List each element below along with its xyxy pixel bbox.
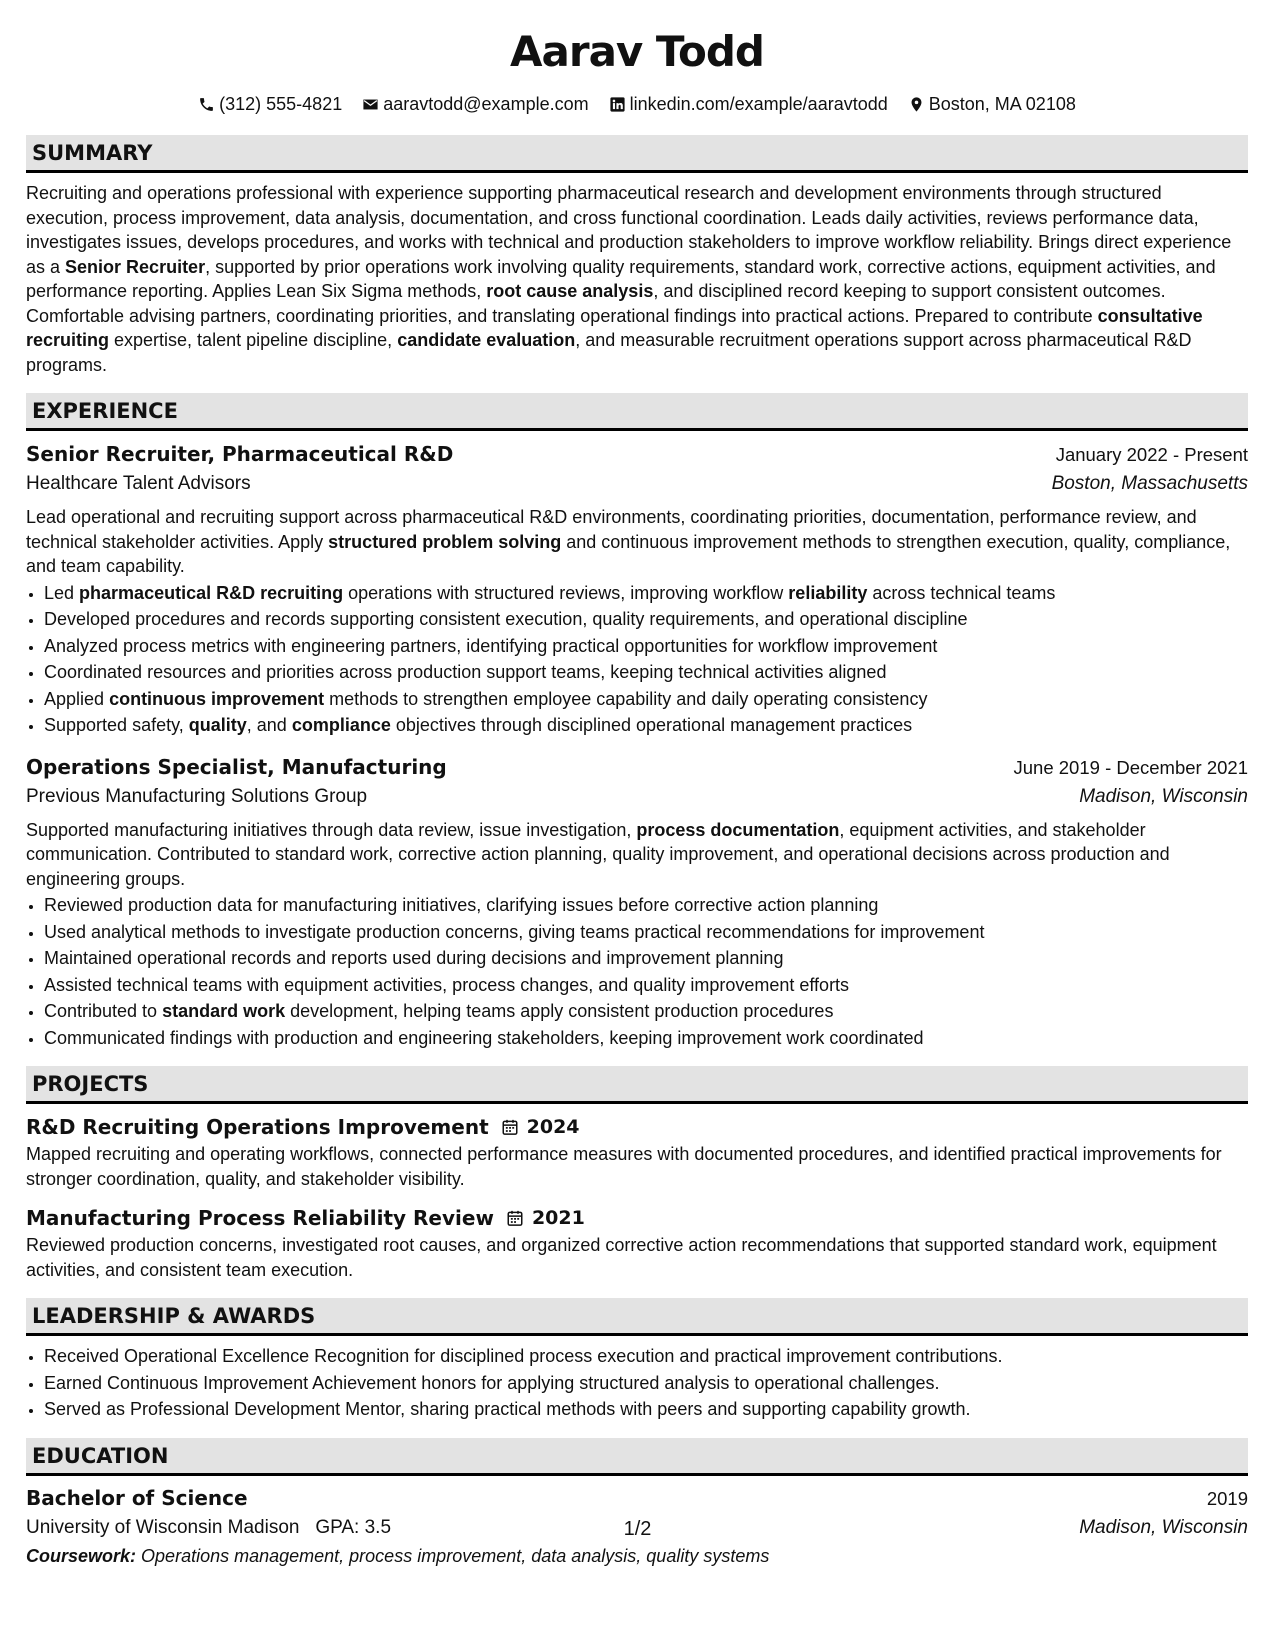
project-title: Manufacturing Process Reliability Review [26,1205,494,1230]
text-run: Coordinated resources and priorities across production support teams, keeping technical activities aligned [44,662,887,682]
job-company: Healthcare Talent Advisors [26,473,251,494]
education-section [26,1438,1248,1571]
linkedin-icon [609,96,626,113]
text-run: , and measurable recruitment operations support across pharmaceutical R&D programs. [26,330,1192,375]
text-run: and continuous improvement methods to strengthen execution, quality, compliance, and team capability. [26,531,1231,576]
graduation-year: 2019 [1206,1487,1248,1509]
emphasis-text: pharmaceutical R&D recruiting [79,582,344,603]
job-dates: June 2019 - December 2021 [1013,756,1248,778]
job-entry [26,439,1248,738]
job-location: Boston, Massachusetts [1051,473,1248,494]
project-year: 2024 [526,1115,580,1138]
calendar-icon [506,1209,524,1227]
project-entry [26,1112,1248,1191]
leadership-section [26,1298,1248,1422]
bullet-item [44,893,1248,918]
emphasis-text: structured problem solving [328,531,562,552]
contact-bar [26,92,1248,116]
bullet-item [44,1026,1248,1051]
text-run: operations with structured reviews, improving workflow [343,582,789,603]
bullet-item [44,920,1248,945]
job-dates: January 2022 - Present [1055,444,1248,465]
project-entry [26,1203,1248,1282]
summary-section [26,135,1248,377]
school-name: University of Wisconsin Madison [26,1516,300,1538]
phone-icon [198,96,215,113]
job-title: Operations Specialist, Manufacturing [26,754,447,779]
text-run: Communicated findings with production and engineering stakeholders, keeping improvement work coordinated [44,1027,924,1048]
emphasis-text: process documentation [636,819,840,840]
text-run: , supported by prior operations work involving quality requirements, standard work, corrective actions, equipment activities, and performance reporting. Applies Lean Six Sigma methods, [26,256,1216,301]
text-run: Analyzed process metrics with engineering partners, identifying practical opportunities for workflow improvement [44,635,938,656]
list-item: • Earned Continuous Improvement Achievement honors for applying structured analysis to operational challenges. [44,1371,1248,1396]
contact-linkedin[interactable]: linkedin.com/example/aaravtodd [609,92,888,116]
text-run: Supported safety, [44,715,189,735]
bullet-item [44,999,1248,1024]
school-location: Madison, Wisconsin [1079,1516,1248,1538]
section-heading: EXPERIENCE [26,393,1248,431]
envelope-icon [362,96,379,113]
projects-section [26,1066,1248,1282]
emphasis-text: root cause analysis [486,281,654,301]
job-bullets [26,581,1248,738]
text-run: Recruiting and operations professional with experience supporting pharmaceutical research and development environments through structured execution, process improvement, data analysis, documentation, and cross functional coordination. Leads daily activities, reviews performance data, investigates issues, develops procedures, and works with technical and production stakeholders to improve workflow reliability. Brings direct experience as a [26,183,1232,277]
emphasis-text: candidate evaluation [397,330,576,350]
leadership-list [26,1344,1248,1422]
bullet-item [44,634,1248,659]
experience-section [26,393,1248,1050]
coursework-list: Operations management, process improvement, data analysis, quality systems [141,1545,770,1566]
project-year: 2021 [531,1206,585,1229]
section-heading: PROJECTS [26,1066,1248,1104]
text-run: , and [246,715,292,735]
job-entry [26,752,1248,1051]
page-indicator: 1/2 [623,1518,652,1540]
text-run: across technical teams [867,582,1056,603]
text-run: Contributed to [44,1001,163,1021]
emphasis-text: consultative recruiting [26,305,1203,350]
job-title: Senior Recruiter, Pharmaceutical R&D [26,442,454,466]
coursework [26,1542,1248,1571]
text-run: Assisted technical teams with equipment activities, process changes, and quality improvement efforts [44,974,850,995]
section-heading: SUMMARY [26,135,1248,173]
job-company: Previous Manufacturing Solutions Group [26,785,368,807]
text-run: objectives through disciplined operational management practices [390,715,913,735]
contact-location: Boston, MA 02108 [908,92,1076,116]
job-location: Madison, Wisconsin [1079,785,1248,807]
bullet-item [44,660,1248,685]
text-run: , equipment activities, and stakeholder communication. Contributed to standard work, corrective action planning, quality improvement, and operational decisions across production and engineering groups. [26,819,1170,889]
calendar-icon [501,1118,519,1136]
bullet-item [44,973,1248,998]
project-description: Mapped recruiting and operating workflows, connected performance measures with documented procedures, and identified practical improvements for stronger coordination, quality, and stakeholder visibility. [26,1144,1222,1189]
summary-text [26,181,1248,377]
text-run: Lead operational and recruiting support across pharmaceutical R&D environments, coordinating priorities, documentation, performance review, and technical stakeholder activities. Apply [26,507,1197,552]
emphasis-text: standard work [162,1001,286,1021]
project-title: R&D Recruiting Operations Improvement [26,1114,489,1139]
bullet-item [44,946,1248,971]
text-run: expertise, talent pipeline discipline, [109,330,398,350]
emphasis-text: compliance [291,715,391,735]
text-run: Led [44,582,80,603]
emphasis-text: continuous improvement [109,688,325,709]
job-description [26,818,1248,892]
section-heading: EDUCATION [26,1438,1248,1476]
gpa: GPA: 3.5 [315,1516,392,1538]
text-run: Applied [44,688,110,709]
emphasis-text: quality [188,715,247,735]
project-description: Reviewed production concerns, investigated root causes, and organized corrective action recommendations that supported standard work, equipment activities, and consistent team execution. [26,1235,1217,1280]
coursework-label: Coursework: [26,1545,137,1566]
emphasis-text: Senior Recruiter [65,256,206,277]
map-pin-icon [908,96,925,113]
text-run: Reviewed production data for manufacturing initiatives, clarifying issues before corrective action planning [44,895,879,915]
resume-content [26,0,1248,1571]
bullet-item [44,713,1248,738]
bullet-item [44,687,1248,712]
emphasis-text: reliability [788,582,868,603]
text-run: development, helping teams apply consistent production procedures [285,1001,834,1021]
contact-phone: (312) 555-4821 [198,92,342,116]
text-run: , and disciplined record keeping to support consistent outcomes. Comfortable advising partners, coordinating priorities, and translating operational findings into practical actions. Prepared to contribute [26,281,1166,326]
job-bullets [26,893,1248,1050]
degree: Bachelor of Science [26,1485,248,1510]
text-run: Developed procedures and records supporting consistent execution, quality requirements, and operational discipline [44,609,968,629]
bullet-item [44,581,1248,606]
list-item: • Served as Professional Development Mentor, sharing practical methods with peers and supporting capability growth. [44,1397,1248,1422]
section-heading: LEADERSHIP & AWARDS [26,1298,1248,1336]
text-run: Used analytical methods to investigate production concerns, giving teams practical recommendations for improvement [44,921,985,942]
list-item: • Received Operational Excellence Recognition for disciplined process execution and practical improvement contributions. [44,1344,1248,1369]
text-run: Supported manufacturing initiatives through data review, issue investigation, [26,819,637,840]
job-description [26,505,1248,579]
contact-email[interactable]: aaravtodd@example.com [362,92,588,116]
text-run: methods to strengthen employee capability and daily operating consistency [324,688,928,709]
text-run: Maintained operational records and reports used during decisions and improvement planning [44,948,784,968]
bullet-item [44,607,1248,632]
candidate-name: Aarav Todd [510,27,764,76]
